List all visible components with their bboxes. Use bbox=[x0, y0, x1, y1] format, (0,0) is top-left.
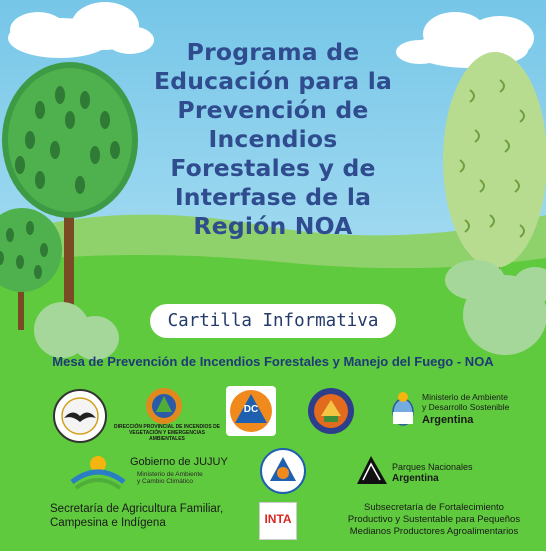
gobierno-jujuy-sub bbox=[137, 471, 203, 485]
secretaria-agricultura-label bbox=[50, 502, 223, 530]
subsecretaria-line: Productivo y Sustentable para Pequeños bbox=[347, 514, 521, 525]
gobierno-sub-line: y Cambio Climático bbox=[137, 478, 193, 485]
parques-nacionales-label bbox=[392, 462, 473, 484]
subtitle: Mesa de Prevención de Incendios Forestales y Manejo del Fuego - NOA bbox=[52, 354, 494, 369]
title-line: Programa de bbox=[186, 38, 360, 66]
title-line: Prevención de bbox=[177, 96, 369, 124]
argentina-escudo-icon bbox=[390, 390, 416, 428]
ministerio-ambiente-label bbox=[422, 392, 509, 412]
inta-label: INTA bbox=[264, 512, 292, 526]
ministerio-line: y Desarrollo Sostenible bbox=[422, 402, 510, 412]
jujuy-incendios-caption: DIRECCIÓN PROVINCIAL DE INCENDIOS DE VEGETACIÓN Y EMERGENCIAS AMBIENTALES bbox=[113, 424, 221, 442]
gobierno-jujuy-title: Gobierno de JUJUY bbox=[130, 456, 228, 468]
defensa-civil-logo bbox=[226, 386, 276, 436]
subsecretaria-label bbox=[330, 502, 538, 538]
defensa-civil-tucuman-logo bbox=[260, 448, 306, 494]
dc-label: DC bbox=[243, 404, 259, 415]
subsecretaria-line: Medianos Productores Agroalimentarios bbox=[349, 526, 519, 537]
title-line: Incendios bbox=[208, 125, 338, 153]
jujuy-gobierno-logo bbox=[70, 452, 126, 492]
secretaria-line: Campesina e Indígena bbox=[50, 517, 166, 529]
parques-nacionales-icon bbox=[355, 452, 389, 486]
brigada-shield-logo bbox=[306, 386, 356, 436]
title-line: Forestales y de bbox=[170, 154, 376, 182]
inta-logo bbox=[259, 502, 297, 540]
gobierno-sub-line: Ministerio de Ambiente bbox=[137, 471, 203, 478]
parques-line: Parques Nacionales bbox=[392, 462, 473, 472]
parques-line: Argentina bbox=[392, 473, 439, 484]
ministerio-line: Ministerio de Ambiente bbox=[422, 392, 508, 402]
page-title bbox=[110, 38, 436, 241]
ministerio-country: Argentina bbox=[422, 414, 474, 426]
title-line: Educación para la bbox=[153, 67, 393, 95]
cartilla-badge: Cartilla Informativa bbox=[150, 304, 396, 338]
subsecretaria-line: Subsecretaría de Fortalecimiento bbox=[364, 502, 504, 513]
comite-emblem-logo bbox=[52, 388, 108, 444]
title-line: Interfase de la bbox=[174, 183, 372, 211]
title-line: Región NOA bbox=[193, 212, 353, 240]
secretaria-line: Secretaría de Agricultura Familiar, bbox=[50, 503, 224, 515]
